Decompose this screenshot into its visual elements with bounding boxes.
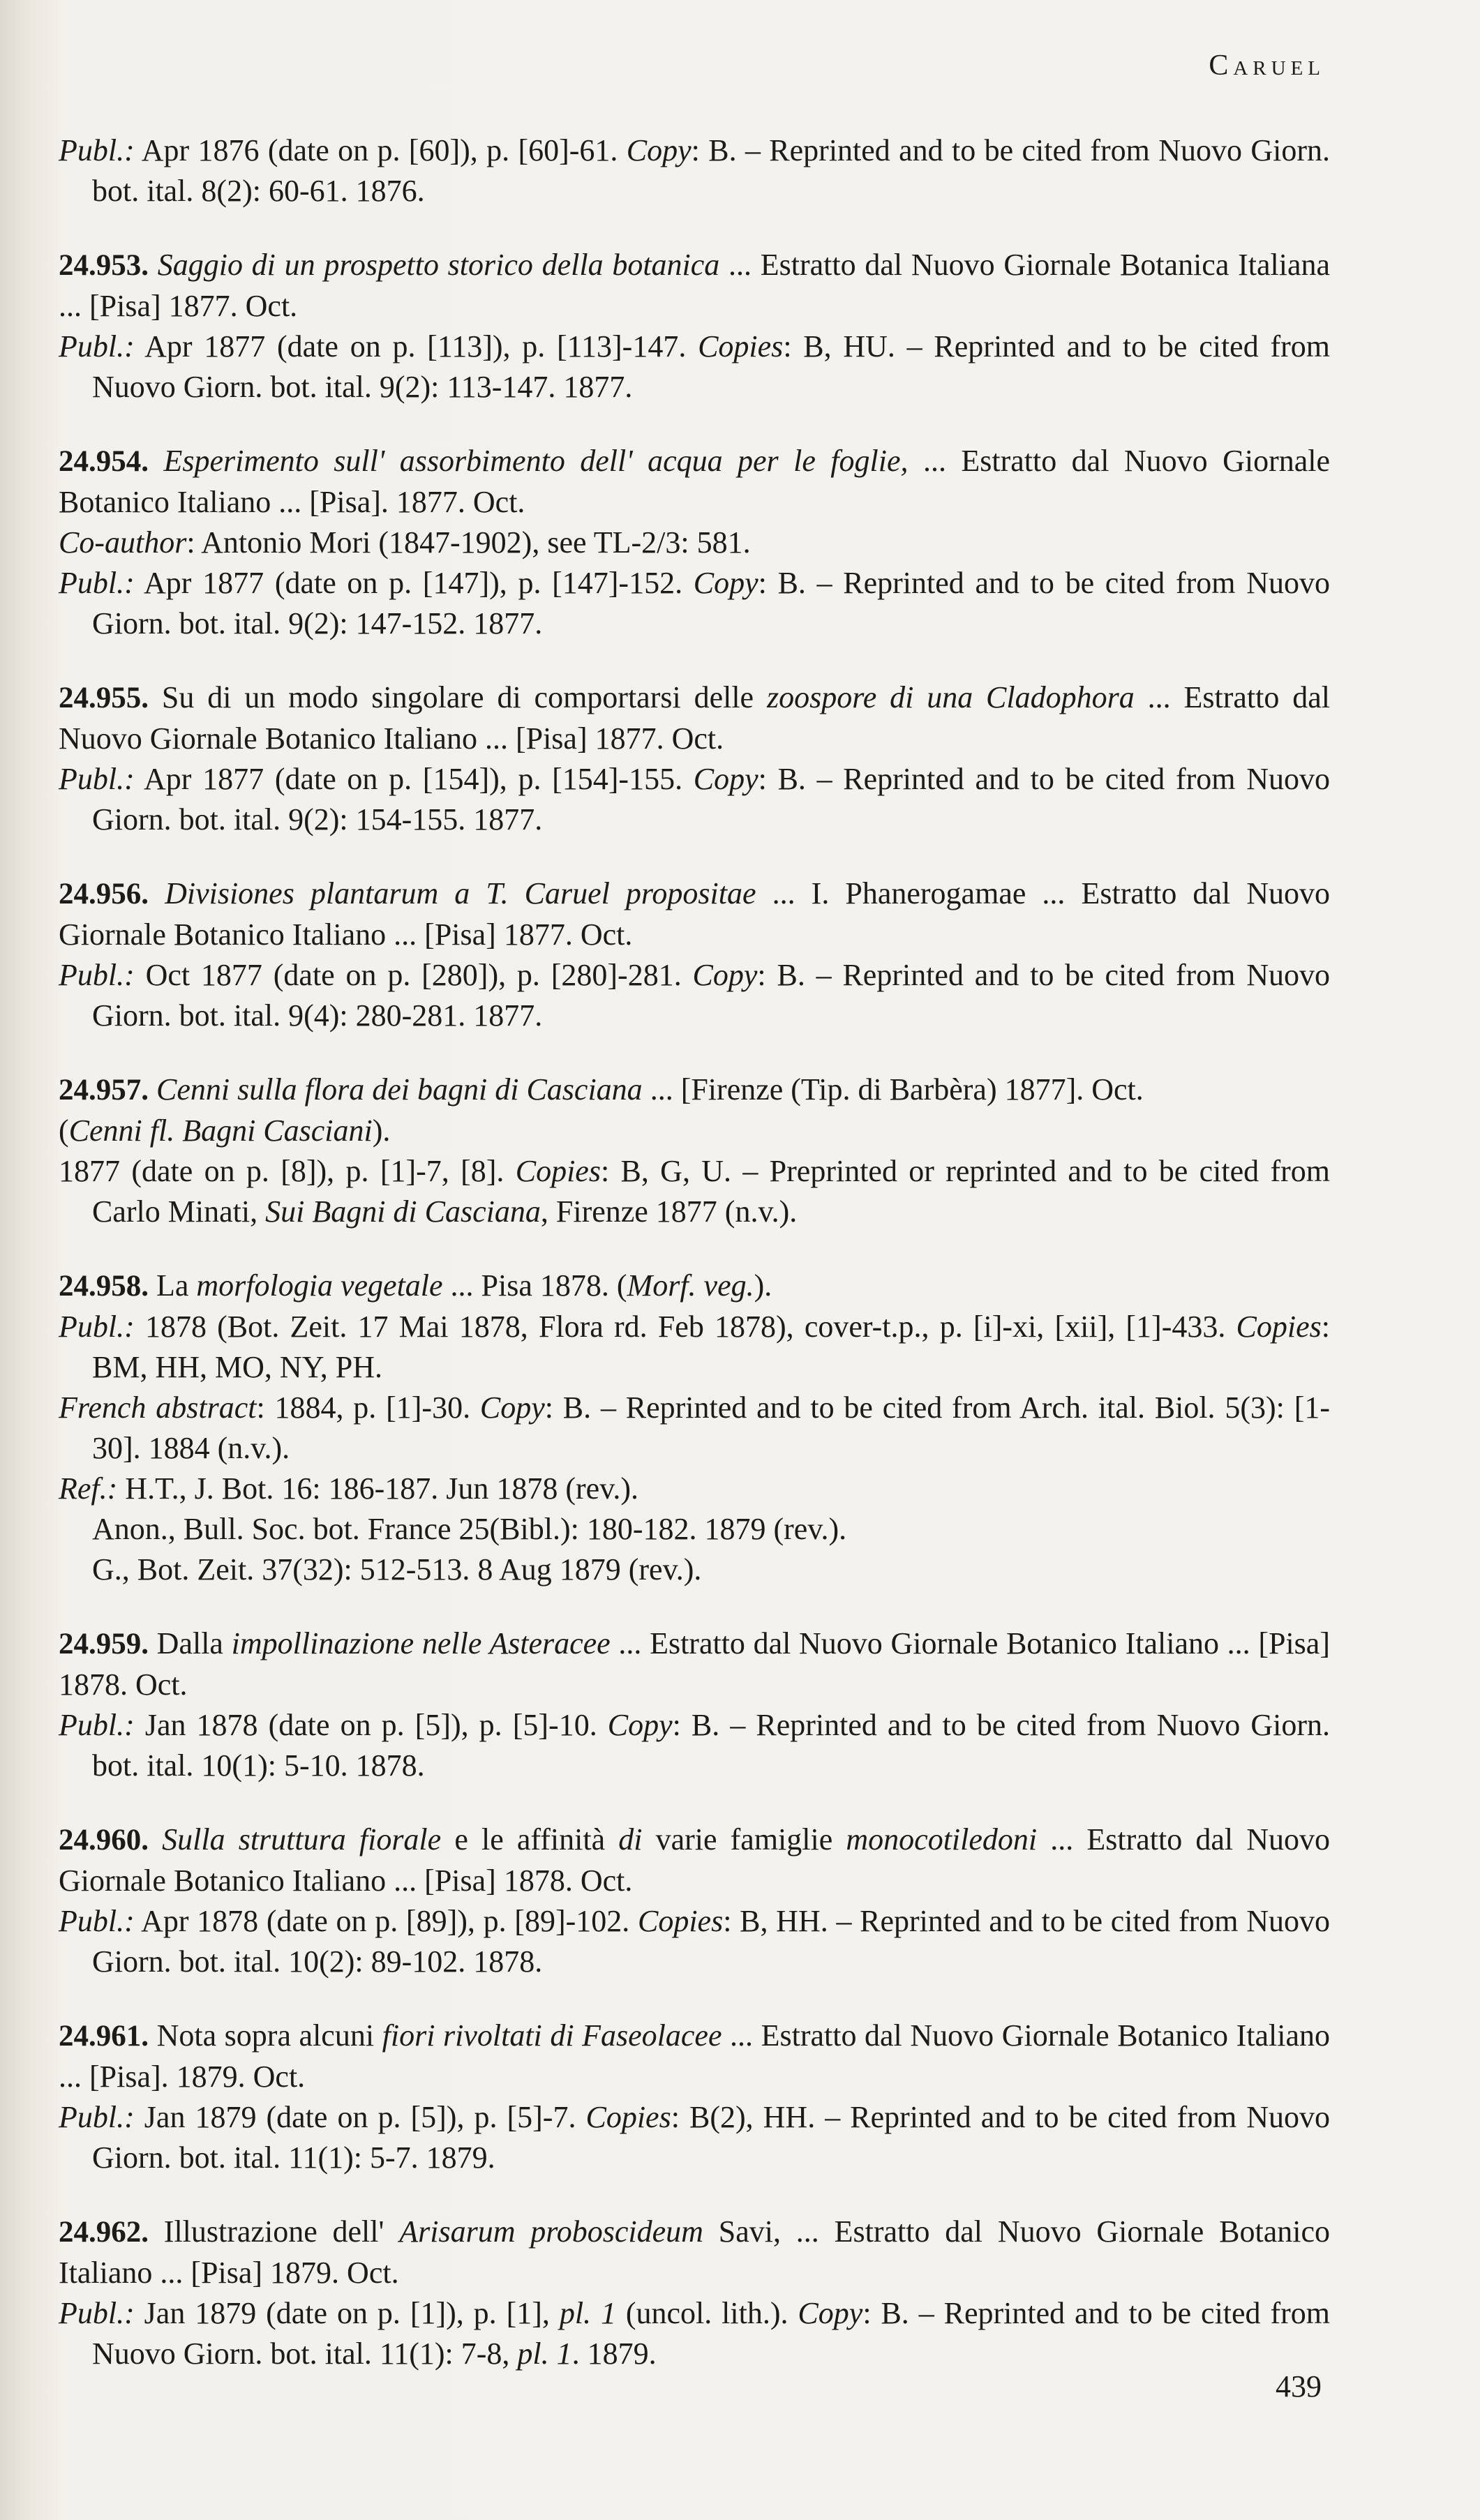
review-line: Ref.: H.T., J. Bot. 16: 186-187. Jun 1878 (rev.).	[59, 1471, 639, 1506]
entry-title: 24.956. Divisiones plantarum a T. Caruel propositae ... I. Phanerogamae ... Estratto dal Nuovo Giornale Botanico Italiano ... [Pisa] 1877. Oct.	[59, 876, 1331, 952]
entry-24-953	[59, 245, 1330, 407]
abbreviation-line: (Cenni fl. Bagni Casciani).	[59, 1113, 391, 1148]
entry-title: 24.954. Esperimento sull' assorbimento dell' acqua per le foglie, ... Estratto dal Nuovo Giornale Botanico Italiano ... [Pisa]. 1877. Oct.	[59, 444, 1330, 519]
entry-24-960	[59, 1820, 1330, 1982]
entry-number: 24.955.	[59, 682, 149, 714]
review-line: Anon., Bull. Soc. bot. France 25(Bibl.): 180-182. 1879 (rev.).	[92, 1512, 847, 1546]
entry-number: 24.956.	[59, 878, 149, 910]
entry-number: 24.958.	[59, 1270, 149, 1303]
entry-title: 24.961. Nota sopra alcuni fiori rivoltati di Faseolacee ... Estratto dal Nuovo Giornale Botanico Italiano ... [Pisa]. 1879. Oct.	[59, 2018, 1331, 2094]
coauthor-line: Co-author: Antonio Mori (1847-1902), see TL-2/3: 581.	[59, 525, 751, 560]
entry-number: 24.962.	[59, 2216, 149, 2249]
publ-line: 1877 (date on p. [8]), p. [1]-7, [8]. Copies: B, G, U. – Preprinted or reprinted and to be cited from Carlo Minati, Sui Bagni di Casciana, Firenze 1877 (n.v.).	[59, 1154, 1330, 1229]
publ-line: Publ.: Apr 1877 (date on p. [147]), p. [147]-152. Copy: B. – Reprinted and to be cited from Nuovo Giorn. bot. ital. 9(2): 147-152. 1877.	[59, 566, 1330, 640]
entry-number: 24.953.	[59, 249, 149, 282]
entry-24-961	[59, 2016, 1330, 2178]
publ-line: Publ.: Apr 1878 (date on p. [89]), p. [89]-102. Copies: B, HH. – Reprinted and to be cited from Nuovo Giorn. bot. ital. 10(2): 89-102. 1878.	[59, 1904, 1330, 1979]
entry-24-959	[59, 1623, 1330, 1786]
entry-title: 24.959. Dalla impollinazione nelle Asteracee ... Estratto dal Nuovo Giornale Botanico Italiano ... [Pisa] 1878. Oct.	[59, 1626, 1330, 1702]
entry-24-962	[59, 2212, 1330, 2374]
entry-title: 24.960. Sulla struttura fiorale e le affinità di varie famiglie monocotiledoni ... Estratto dal Nuovo Giornale Botanico Italiano ... [Pisa] 1878. Oct.	[59, 1822, 1331, 1898]
publ-line: Publ.: Apr 1877 (date on p. [113]), p. [113]-147. Copies: B, HU. – Reprinted and to be cited from Nuovo Giorn. bot. ital. 9(2): 113-147. 1877.	[59, 329, 1330, 404]
publ-line: Publ.: Jan 1878 (date on p. [5]), p. [5]-10. Copy: B. – Reprinted and to be cited from Nuovo Giorn. bot. ital. 10(1): 5-10. 1878.	[59, 1708, 1330, 1783]
publ-line: Publ.: Oct 1877 (date on p. [280]), p. [280]-281. Copy: B. – Reprinted and to be cited from Nuovo Giorn. bot. ital. 9(4): 280-281. 1877.	[59, 958, 1330, 1033]
entry-number: 24.954.	[59, 445, 149, 478]
entry-title: 24.955. Su di un modo singolare di comportarsi delle zoospore di una Cladophora ... Estratto dal Nuovo Giornale Botanico Italiano ... [Pisa] 1877. Oct.	[59, 680, 1330, 756]
entry-24-956	[59, 873, 1330, 1036]
entry-number: 24.959.	[59, 1628, 149, 1660]
entry-24-957	[59, 1070, 1330, 1232]
entry-continuation	[59, 130, 1330, 211]
entry-title: 24.958. La morfologia vegetale ... Pisa 1878. (Morf. veg.).	[59, 1268, 772, 1303]
entry-title: 24.962. Illustrazione dell' Arisarum proboscideum Savi, ... Estratto dal Nuovo Giornale Botanico Italiano ... [Pisa] 1879. Oct.	[59, 2214, 1330, 2290]
publ-line: Publ.: 1878 (Bot. Zeit. 17 Mai 1878, Flora rd. Feb 1878), cover-t.p., p. [i]-xi, [xii], [1]-433. Copies: BM, HH, MO, NY, PH.	[59, 1310, 1330, 1384]
french-abstract-line: French abstract: 1884, p. [1]-30. Copy: B. – Reprinted and to be cited from Arch. ital. Biol. 5(3): [1-30]. 1884 (n.v.).	[59, 1390, 1331, 1465]
entry-title: 24.957. Cenni sulla flora dei bagni di Casciana ... [Firenze (Tip. di Barbèra) 1877]. Oct.	[59, 1072, 1144, 1107]
publ-line: Publ.: Jan 1879 (date on p. [1]), p. [1], pl. 1 (uncol. lith.). Copy: B. – Reprinted and to be cited from Nuovo Giorn. bot. ital. 11(1): 7-8, pl. 1. 1879.	[59, 2296, 1330, 2371]
publ-line: Publ.: Apr 1876 (date on p. [60]), p. [60]-61. Copy: B. – Reprinted and to be cited from Nuovo Giorn. bot. ital. 8(2): 60-61. 1876.	[59, 133, 1331, 208]
entry-24-954	[59, 441, 1330, 644]
entry-number: 24.960.	[59, 1824, 149, 1857]
entry-number: 24.957.	[59, 1074, 149, 1107]
page-number: 439	[1276, 2369, 1322, 2403]
publ-line: Publ.: Jan 1879 (date on p. [5]), p. [5]-7. Copies: B(2), HH. – Reprinted and to be cited from Nuovo Giorn. bot. ital. 11(1): 5-7. 1879.	[59, 2100, 1330, 2175]
bibliography-content	[59, 130, 1330, 2374]
review-line: G., Bot. Zeit. 37(32): 512-513. 8 Aug 1879 (rev.).	[92, 1552, 702, 1587]
entry-title: 24.953. Saggio di un prospetto storico della botanica ... Estratto dal Nuovo Giornale Botanica Italiana ... [Pisa] 1877. Oct.	[59, 248, 1331, 323]
entry-24-955	[59, 677, 1330, 840]
entry-24-958	[59, 1266, 1330, 1590]
publ-line: Publ.: Apr 1877 (date on p. [154]), p. [154]-155. Copy: B. – Reprinted and to be cited from Nuovo Giorn. bot. ital. 9(2): 154-155. 1877.	[59, 762, 1330, 837]
entry-number: 24.961.	[59, 2020, 149, 2053]
running-head: Caruel	[1209, 50, 1325, 82]
